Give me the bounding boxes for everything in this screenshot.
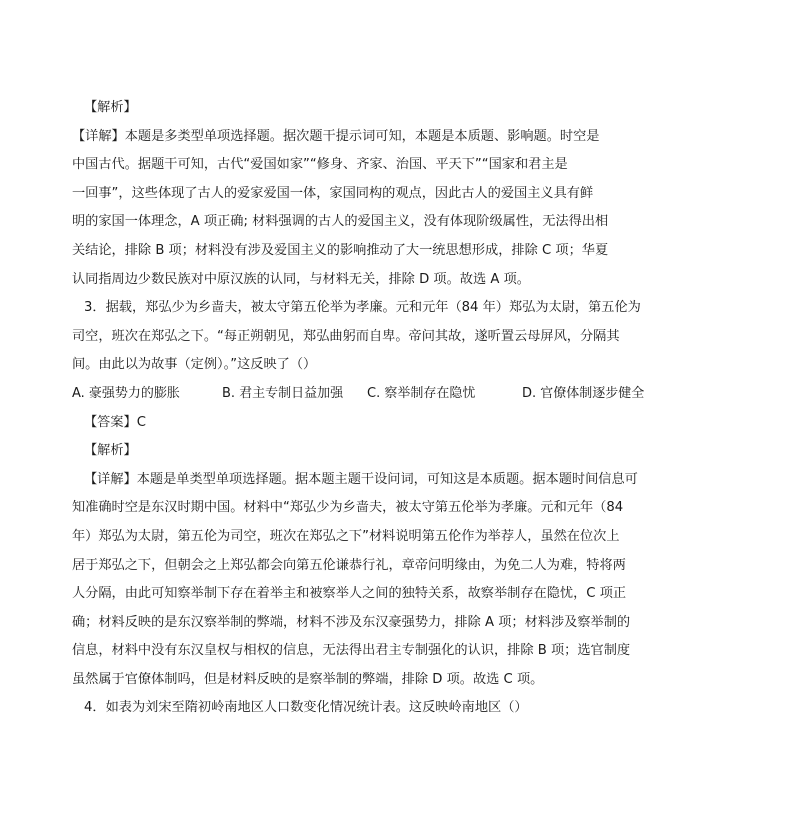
q3-stem-line: 间。由此以为故事（定例）。”这反映了（） — [72, 357, 317, 373]
q3-option-b: B. 君主专制日益加强 — [222, 385, 344, 401]
q2-analysis-line: 中国古代。据题干可知，古代“爱国如家”“修身、齐家、治国、平天下”“国家和君主是 — [72, 157, 568, 173]
q3-option-c: C. 察举制存在隐忧 — [367, 385, 476, 401]
q4-stem: 4．如表为刘宋至隋初岭南地区人口数变化情况统计表。这反映岭南地区（） — [84, 700, 528, 716]
q2-analysis-line: 关结论，排除 B 项；材料没有涉及爱国主义的影响推动了大一统思想形成，排除 C 项；华夏 — [72, 242, 609, 258]
q2-analysis-line: 认同指周边少数民族对中原汉族的认同，与材料无关，排除 D 项。故选 A 项。 — [72, 271, 530, 287]
q3-stem-line: 3．据载，郑弘少为乡啬夫，被太守第五伦举为孝廉。元和元年（84 年）郑弘为太尉，第五伦为 — [84, 300, 641, 316]
q3-option-d: D. 官僚体制逐步健全 — [522, 385, 645, 401]
q3-stem-line: 司空，班次在郑弘之下。“每正朔朝见，郑弘曲躬而自卑。帝问其故，遂听置云母屏风，分隔其 — [72, 328, 620, 344]
document-content — [72, 94, 645, 723]
q3-analysis-line: 人分隔，由此可知察举制下存在着举主和被察举人之间的独特关系，故察举制存在隐忧，C 项正 — [72, 586, 627, 602]
q3-analysis-line: 年）郑弘为太尉，第五伦为司空，班次在郑弘之下”材料说明第五伦作为举荐人，虽然在位次上 — [72, 528, 620, 544]
q2-analysis-heading: 【解析】 — [84, 100, 137, 115]
q3-option-a: A. 豪强势力的膨胀 — [72, 385, 180, 401]
q3-answer: 【答案】C — [84, 414, 146, 430]
q2-analysis-line: 【详解】本题是多类型单项选择题。据次题干提示词可知，本题是本质题、影响题。时空是 — [72, 128, 600, 144]
q3-analysis-line: 信息，材料中没有东汉皇权与相权的信息，无法得出君主专制强化的认识，排除 B 项；选官制度 — [72, 643, 631, 659]
q3-analysis-line: 居于郑弘之下，但朝会之上郑弘都会向第五伦谦恭行礼，章帝问明缘由，为免二人为难，特将两 — [72, 557, 626, 573]
q3-analysis-line: 确；材料反映的是东汉察举制的弊端，材料不涉及东汉豪强势力，排除 A 项；材料涉及察举制的 — [72, 614, 631, 630]
q3-analysis-line: 虽然属于官僚体制吗，但是材料反映的是察举制的弊端，排除 D 项。故选 C 项。 — [72, 671, 544, 687]
q2-analysis-line: 明的家国一体理念，A 项正确; 材料强调的古人的爱国主义，没有体现阶级属性，无法得出相 — [72, 214, 609, 230]
q3-analysis-line: 【详解】本题是单类型单项选择题。据本题主题干设问词，可知这是本质题。据本题时间信息可 — [84, 471, 638, 487]
q2-analysis-line: 一回事”，这些体现了古人的爱家爱国一体，家国同构的观点，因此古人的爱国主义具有鲜 — [72, 185, 594, 201]
q3-options — [72, 380, 645, 409]
q3-analysis-heading: 【解析】 — [84, 443, 137, 459]
q3-analysis-line: 知准确时空是东汉时期中国。材料中“郑弘少为乡啬夫，被太守第五伦举为孝廉。元和元年（84 — [72, 500, 624, 516]
